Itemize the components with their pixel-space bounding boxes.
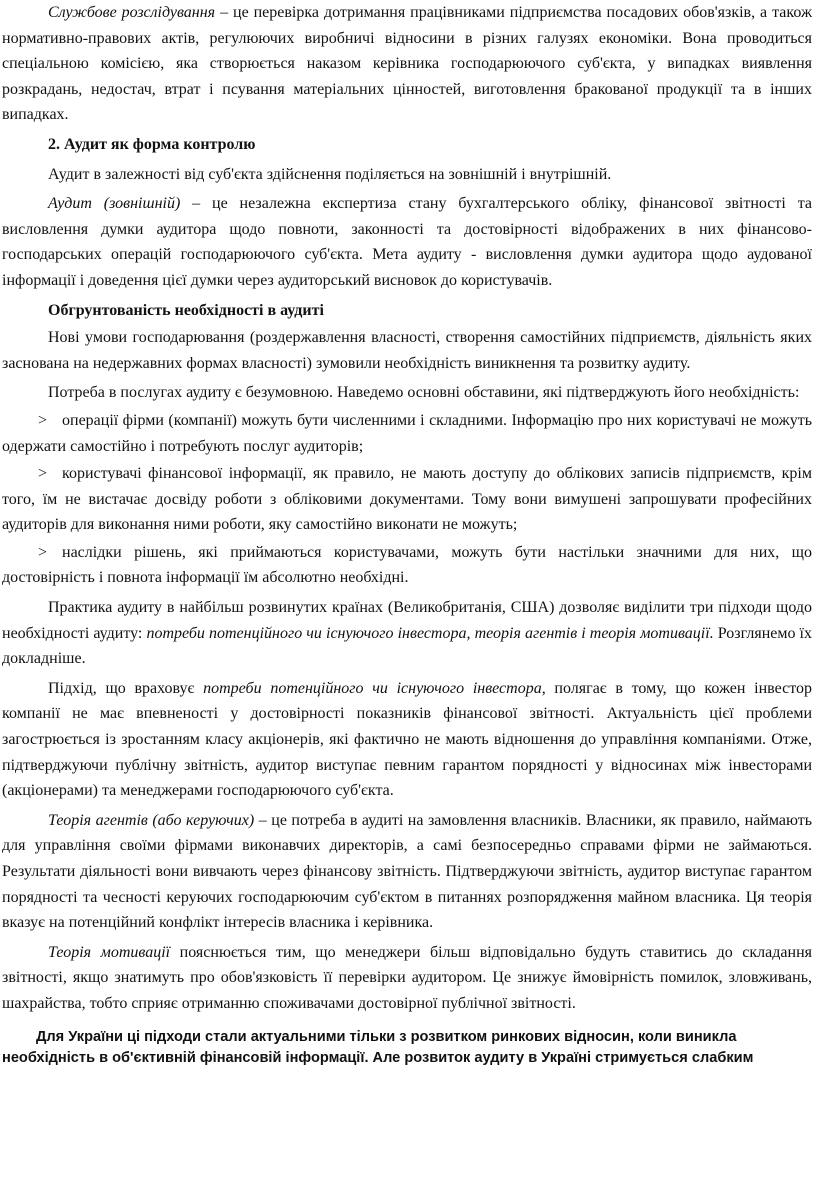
paragraph-text: – це перевірка дотримання працівниками підприємства посадових обов'язків, а також нормативно-правових актів, регулюючих виробничі відносини в різних галузях економіки. Вона проводиться спеціальною комісією, яка створюється наказом керівника господарюючого суб'єкта, у випадках виявлення розкрадань, недостач, втрат і псування матеріальних цінностей, виготовлення бракованої продукції та в інших випадках. [2, 4, 813, 124]
list-item [2, 540, 812, 591]
paragraph-ukraine: Для України ці підходи стали актуальними тільки з розвитком ринкових відносин, коли виникла необхідність в об'єктивній фінансовій інформації. Але розвиток аудиту в Україні стримується слабким [2, 1028, 754, 1066]
paragraph-text: Розглянемо їх докладніше. [2, 624, 813, 668]
paragraph-text: Практика аудиту в найбільш розвинутих країнах (Великобританія, США) дозволяє виділити три підходи щодо необхідності аудиту: [2, 599, 812, 642]
list-item [2, 461, 812, 538]
heading-audit-necessity: Обгрунтованість необхідності в аудиті [48, 301, 324, 319]
paragraph-text: , полягає в тому, що кожен інвестор компанії не має впевненості у достовірності показників фінансової звітності. Актуальність цієї проблеми загострюється із зростанням класу акціонерів, які фактично не мають відношення до управління компаніями. Отже, підтверджуючи публічну звітність, аудитор виступає певним гарантом порядності у відносинах між інвесторами (акціонерами) та менеджерами господарюючого суб'єкта. [2, 679, 813, 800]
term-service-investigation: Службове розслідування [48, 4, 216, 21]
paragraph-text: Підхід, що враховує [48, 679, 204, 697]
paragraph-service-investigation [2, 0, 812, 128]
heading-audit-as-control: 2. Аудит як форма контролю [48, 135, 256, 153]
paragraph-external-audit [2, 191, 812, 293]
paragraph-motivation-theory [2, 940, 812, 1017]
paragraph-investor-approach [2, 676, 812, 804]
list-item-text: наслідки рішень, які приймаються користувачами, можуть бути настільки значними для них, що достовірність і повнота інформації їм абсолютно необхідні. [2, 543, 812, 587]
paragraph-text: – це незалежна експертиза стану бухгалтерського обліку, фінансової звітності та висловлення думки аудитора щодо повноти, законності та достовірності відображених в них фінансово-господарських операцій господарюючого суб'єкта. Мета аудиту - висловлення думки аудитора щодо аудованої інформації і доведення цієї думки через аудиторський висновок до користувачів. [2, 195, 813, 289]
term-investor-needs: потреби потенційного чи існуючого інвестора [203, 679, 542, 697]
list-marker: > [38, 543, 48, 561]
paragraph-audit-types: Аудит в залежності від суб'єкта здійснення поділяється на зовнішній і внутрішній. [48, 165, 612, 183]
list-marker: > [38, 411, 48, 429]
paragraph-new-conditions: Нові умови господарювання (роздержавлення власності, створення самостійних підприємств, діяльність яких заснована на недержавних формах власності) зумовили необхідність виникнення та розвитку аудиту. [2, 329, 812, 372]
paragraph-agent-theory [2, 808, 812, 936]
paragraph-audit-practice [2, 595, 812, 672]
paragraph-text: – це потреба в аудиті на замовлення власників. Власники, як правило, наймають для управління своїми фірмами виконавчих директорів, а самі безпосередньо справами фірми не займаються. Результати діяльності вони вивчають через фінансову звітність. Підтверджуючи звітність, аудитор виступає гарантом порядності та чесності керуючих господарюючим суб'єктом в питаннях розпорядження майном власника. Ця теорія вказує на потенційний конфлікт інтересів власника і керівника. [2, 811, 813, 932]
term-three-approaches: потреби потенційного чи існуючого інвестора, теорія агентів і теорія мотивації. [146, 624, 714, 642]
term-agent-theory: Теорія агентів (або керуючих) [48, 811, 255, 829]
list-marker: > [38, 465, 48, 483]
term-motivation-theory: Теорія мотивації [48, 943, 171, 961]
paragraph-audit-need: Потреба в послугах аудиту є безумовною. Наведемо основні обставини, які підтверджують його необхідність: [48, 384, 800, 402]
term-external-audit: Аудит (зовнішній) [48, 195, 181, 213]
list-item-text: користувачі фінансової інформації, як правило, не мають доступу до облікових записів підприємств, крім того, їм не вистачає досвіду роботи з обліковими документами. Тому вони вимушені запрошувати професійних аудиторів для виконання ними роботи, яку самостійно виконати не можуть; [2, 465, 812, 534]
paragraph-text: пояснюється тим, що менеджери більш відповідально будуть ставитись до складання звітності, якщо знатимуть про обов'язковість її перевірки аудитором. Це знижує ймовірність помилок, зловживань, шахрайства, тобто сприяє отриманню споживачами достовірної публічної звітності. [2, 943, 812, 1012]
list-item [2, 408, 812, 459]
list-item-text: операції фірми (компанії) можуть бути численними і складними. Інформацію про них користувачі не можуть одержати самостійно і потребують послуг аудиторів; [2, 411, 812, 455]
